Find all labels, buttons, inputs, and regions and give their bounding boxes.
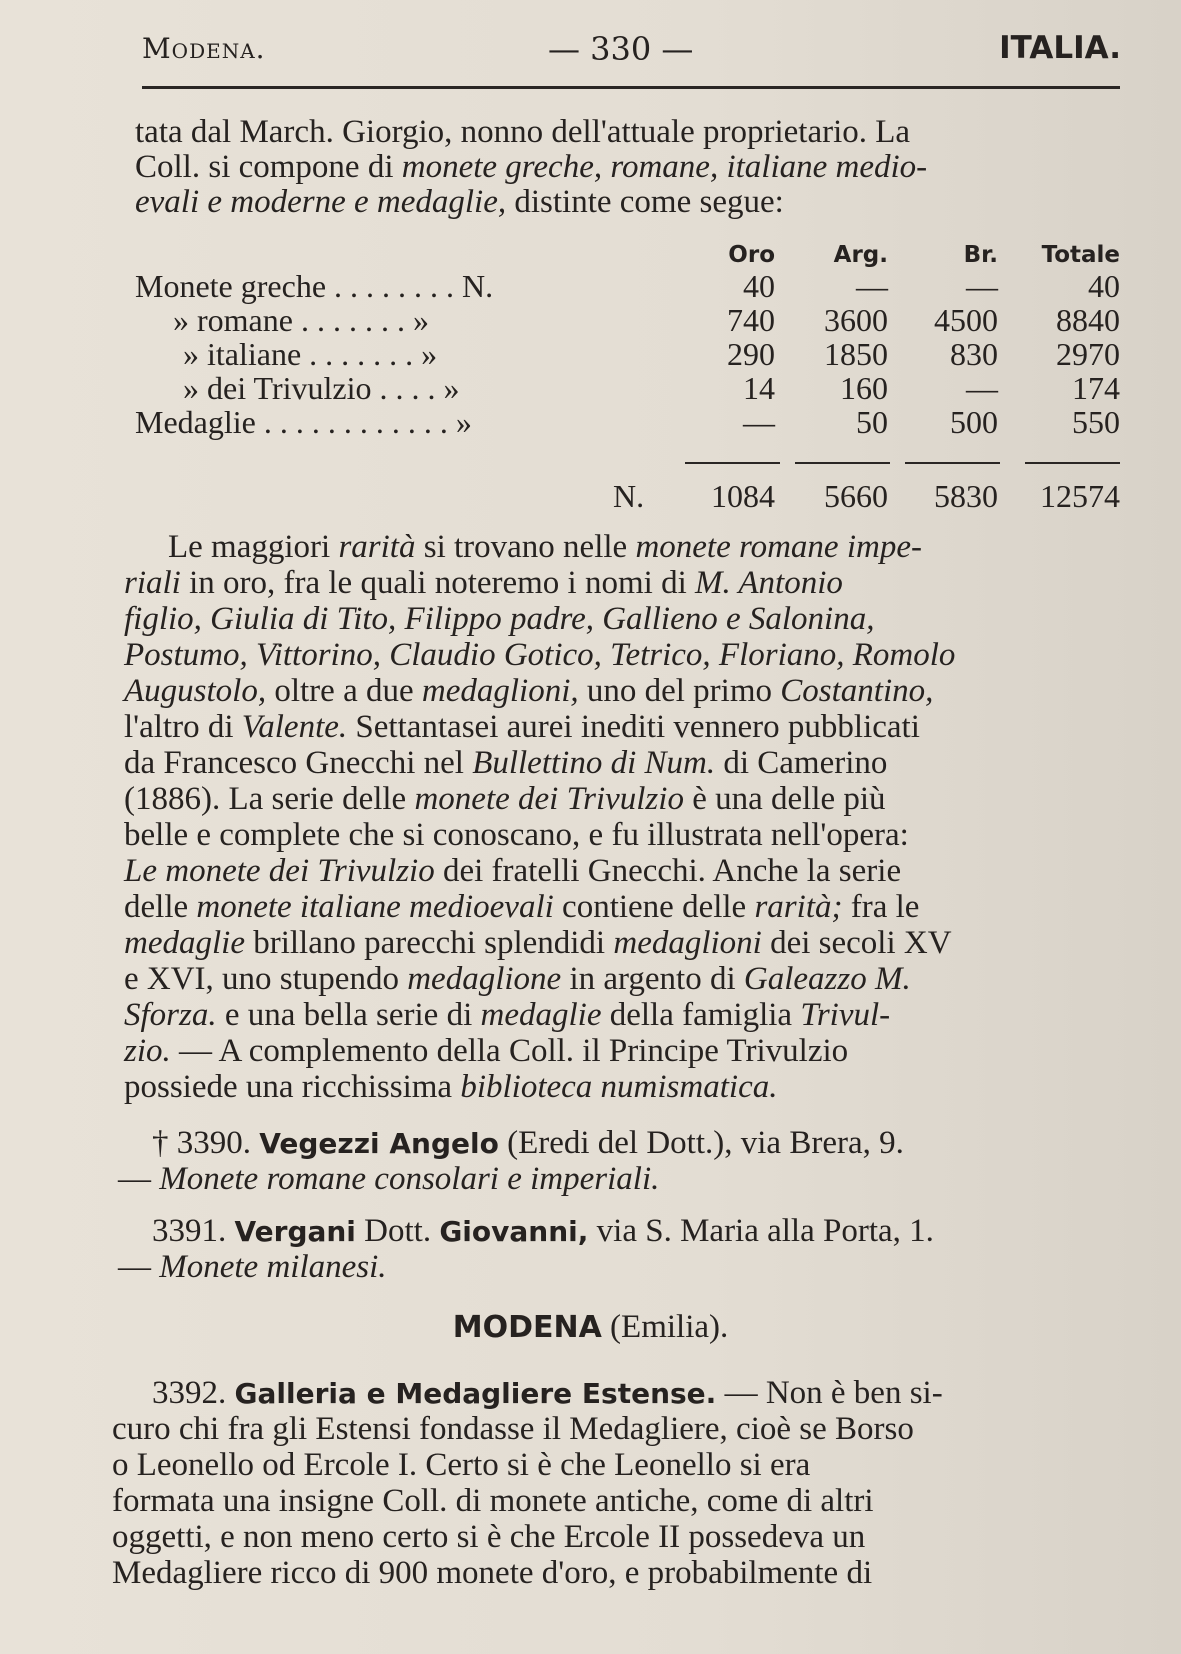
text-line: formata una insigne Coll. di monete antiche, come di altri <box>112 1483 874 1519</box>
text-line: l'altro di Valente. Settantasei aurei inediti vennero pubblicati <box>124 709 920 745</box>
sum-rule <box>795 462 890 464</box>
cell-br: 4500 <box>934 302 998 338</box>
entry-heading: 3392. Galleria e Medagliere Estense. — Non è ben si- <box>152 1375 943 1411</box>
intro-line-1: tata dal March. Giorgio, nonno dell'attuale proprietario. La <box>135 114 911 150</box>
text-line: curo chi fra gli Estensi fondasse il Medagliere, cioè se Borso <box>112 1411 914 1447</box>
entry-subtitle: — Monete milanesi. <box>118 1249 387 1285</box>
text-line: medaglie brillano parecchi splendidi medaglioni dei secoli XV <box>124 925 952 961</box>
text-line: da Francesco Gnecchi nel Bullettino di Num. di Camerino <box>124 745 888 781</box>
cell-br: — <box>966 268 998 304</box>
cell-arg: 1850 <box>824 336 888 372</box>
running-header-left: Modena. <box>142 32 266 65</box>
total-totale: 12574 <box>1040 478 1120 514</box>
table-row <box>135 404 1120 438</box>
text-line: e XVI, uno stupendo medaglione in argento di Galeazzo M. <box>124 961 911 997</box>
cell-totale: 174 <box>1072 370 1120 406</box>
text-line: oggetti, e non meno certo si è che Ercole II possedeva un <box>112 1519 866 1555</box>
cell-oro: 14 <box>743 370 775 406</box>
table-row <box>135 302 1120 336</box>
sum-rule <box>905 462 1000 464</box>
section-heading: MODENA (Emilia). <box>452 1309 729 1345</box>
cell-arg: 160 <box>840 370 888 406</box>
text-line: zio. — A complemento della Coll. il Principe Trivulzio <box>124 1033 849 1069</box>
header-arg: Arg. <box>833 242 888 268</box>
running-header-right: ITALIA. <box>999 30 1121 66</box>
text-line: o Leonello od Ercole I. Certo si è che Leonello si era <box>112 1447 811 1483</box>
total-label: N. <box>613 478 645 514</box>
row-label: » italiane . . . . . . . » <box>183 336 438 372</box>
table-total-row <box>135 478 1120 512</box>
text-line: Le maggiori rarità si trovano nelle monete romane impe- <box>168 529 922 565</box>
text-line: (1886). La serie delle monete dei Trivulzio è una delle più <box>124 781 886 817</box>
entry-subtitle: — Monete romane consolari e imperiali. <box>118 1161 660 1197</box>
cell-totale: 40 <box>1088 268 1120 304</box>
header-totale: Totale <box>1041 242 1120 268</box>
row-label: Medaglie . . . . . . . . . . . . » <box>135 404 472 440</box>
text-line: figlio, Giulia di Tito, Filippo padre, Gallieno e Salonina, <box>124 601 875 637</box>
cell-oro: 40 <box>743 268 775 304</box>
text-line: Augustolo, oltre a due medaglioni, uno del primo Costantino, <box>124 673 934 709</box>
cell-arg: 3600 <box>824 302 888 338</box>
table-row <box>135 268 1120 302</box>
cell-totale: 8840 <box>1056 302 1120 338</box>
text-line: belle e complete che si conoscano, e fu illustrata nell'opera: <box>124 817 909 853</box>
page-number: — 330 — <box>548 30 694 68</box>
cell-br: 500 <box>950 404 998 440</box>
cell-br: 830 <box>950 336 998 372</box>
table-row <box>135 370 1120 404</box>
total-arg: 5660 <box>824 478 888 514</box>
text-line: delle monete italiane medioevali contiene delle rarità; fra le <box>124 889 920 925</box>
row-label: » dei Trivulzio . . . . » <box>183 370 460 406</box>
cell-oro: 290 <box>727 336 775 372</box>
text-line: possiede una ricchissima biblioteca numismatica. <box>124 1069 778 1105</box>
entry-heading: † 3390. Vegezzi Angelo (Eredi del Dott.), via Brera, 9. <box>152 1125 904 1161</box>
text-line: Medagliere ricco di 900 monete d'oro, e probabilmente di <box>112 1555 873 1591</box>
entry-heading: 3391. Vergani Dott. Giovanni, via S. Maria alla Porta, 1. <box>152 1213 934 1249</box>
cell-oro: — <box>743 404 775 440</box>
text-line: riali in oro, fra le quali noteremo i nomi di M. Antonio <box>124 565 843 601</box>
cell-totale: 550 <box>1072 404 1120 440</box>
total-oro: 1084 <box>711 478 775 514</box>
intro-line-2: Coll. si compone di monete greche, romane, italiane medio- <box>135 149 928 185</box>
intro-line-3: evali e moderne e medaglie, distinte come segue: <box>135 184 784 220</box>
cell-br: — <box>966 370 998 406</box>
cell-oro: 740 <box>727 302 775 338</box>
text-line: Postumo, Vittorino, Claudio Gotico, Tetrico, Floriano, Romolo <box>124 637 956 673</box>
sum-rule <box>1025 462 1120 464</box>
header-br: Br. <box>963 242 998 268</box>
row-label: » romane . . . . . . . » <box>173 302 429 338</box>
total-br: 5830 <box>934 478 998 514</box>
sum-rule <box>685 462 780 464</box>
table-row <box>135 336 1120 370</box>
header-rule <box>142 86 1120 89</box>
text-line: Le monete dei Trivulzio dei fratelli Gnecchi. Anche la serie <box>124 853 902 889</box>
text-line: Sforza. e una bella serie di medaglie della famiglia Trivul- <box>124 997 891 1033</box>
cell-totale: 2970 <box>1056 336 1120 372</box>
row-label: Monete greche . . . . . . . . N. <box>135 268 494 304</box>
cell-arg: — <box>856 268 888 304</box>
cell-arg: 50 <box>856 404 888 440</box>
header-oro: Oro <box>728 242 775 268</box>
